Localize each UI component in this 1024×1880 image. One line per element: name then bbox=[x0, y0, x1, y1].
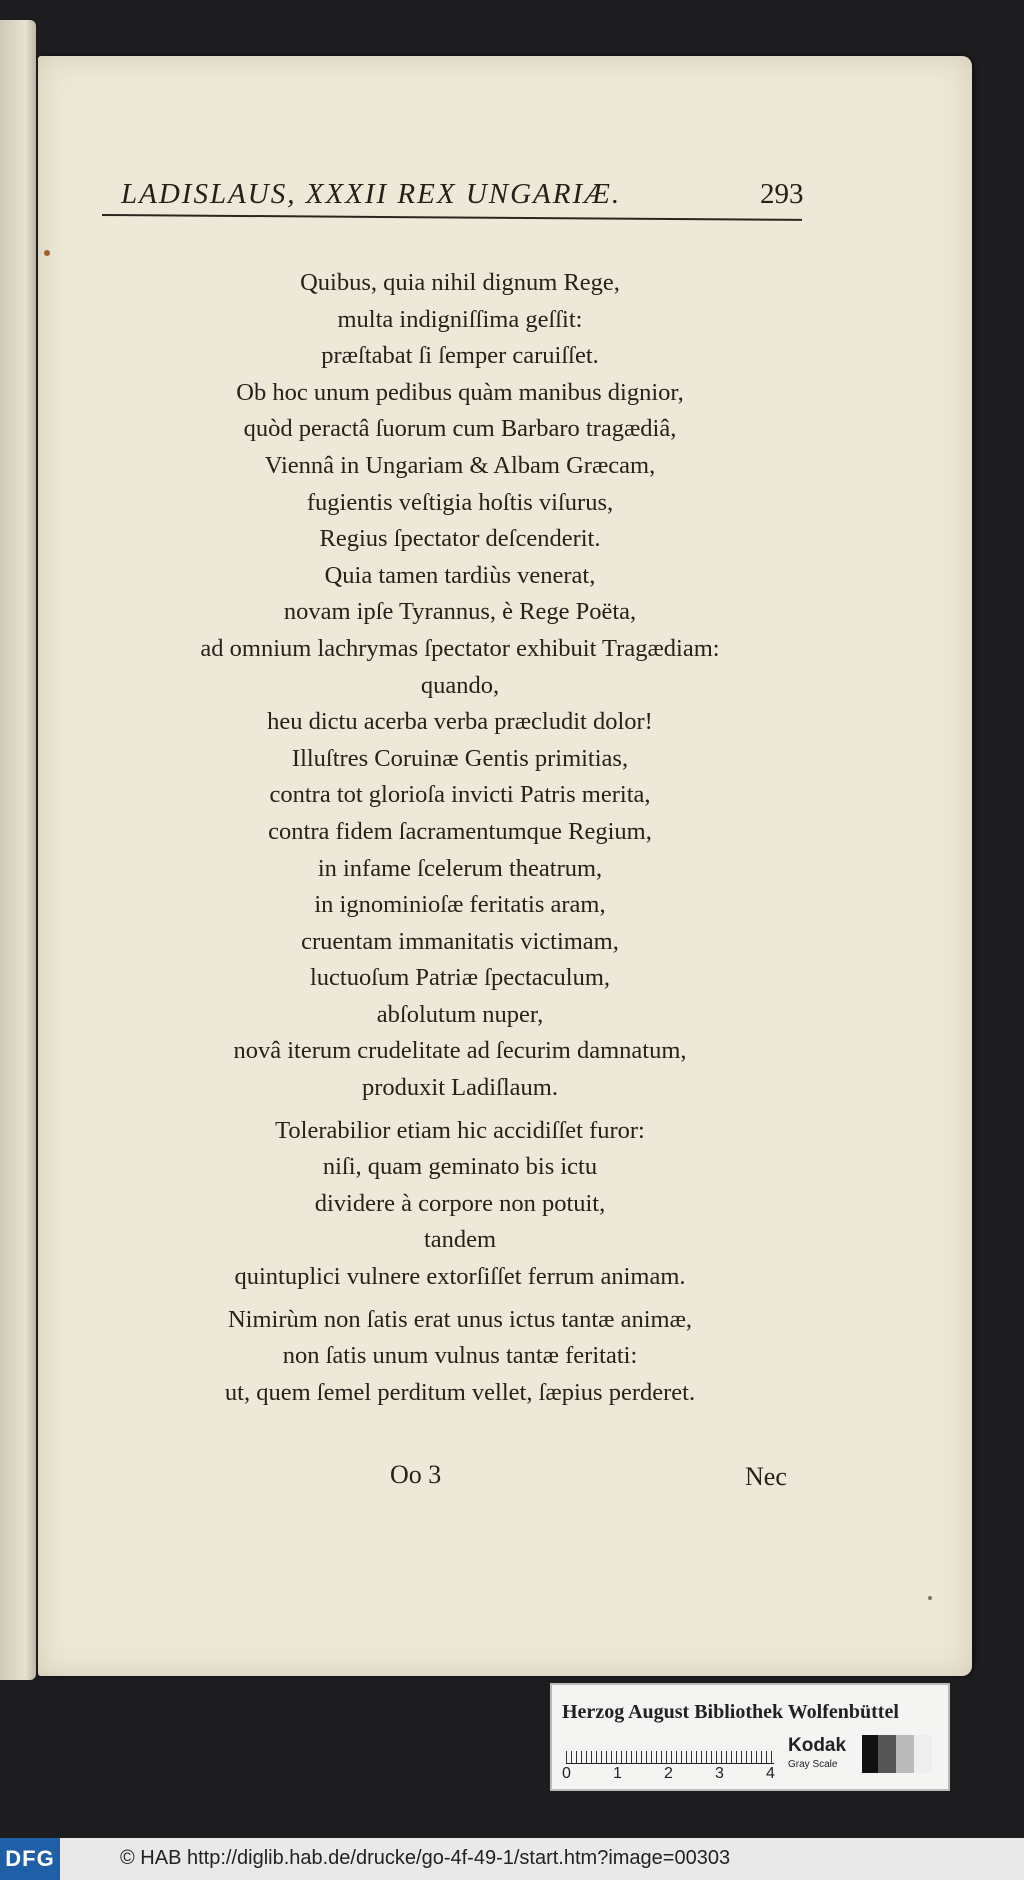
text-line: contra fidem ſacramentumque Regium, bbox=[268, 817, 652, 845]
text-line: dividere à corpore non potuit, bbox=[314, 1189, 606, 1217]
paper-spot bbox=[928, 1596, 932, 1600]
ruler-tick-label: 0 bbox=[562, 1765, 571, 1782]
text-line: in infame ſcelerum theatrum, bbox=[317, 854, 603, 882]
text-line: produxit Ladiſlaum. bbox=[362, 1074, 558, 1102]
text-line: in ignominioſæ feritatis aram, bbox=[314, 891, 606, 919]
text-line: luctuoſum Patriæ ſpectaculum, bbox=[309, 964, 611, 992]
gray-scale-label: Gray Scale bbox=[788, 1759, 838, 1770]
text-line: Tolerabilior etiam hic accidiſſet furor: bbox=[275, 1116, 645, 1144]
text-line: ut, quem ſemel perditum vellet, ſæpius perderet. bbox=[224, 1378, 696, 1406]
text-line: cruentam immanitatis victimam, bbox=[301, 927, 619, 955]
text-line: fugientis veſtigia hoſtis viſurus, bbox=[306, 488, 614, 516]
gray-swatch bbox=[914, 1735, 932, 1773]
text-line: Regius ſpectator deſcenderit. bbox=[319, 525, 601, 553]
text-line: multa indigniſſima geſſit: bbox=[337, 305, 583, 333]
copyright-link[interactable]: © HAB http://diglib.hab.de/drucke/go-4f-49-1/start.htm?image=00303 bbox=[120, 1847, 731, 1869]
text-line: Viennâ in Ungariam & Albam Græcam, bbox=[264, 451, 656, 479]
gray-swatch bbox=[878, 1735, 896, 1773]
ruler-tick-label: 3 bbox=[715, 1765, 724, 1782]
text-block bbox=[120, 265, 800, 1411]
scale-ruler bbox=[566, 1737, 774, 1764]
paper-spot bbox=[44, 250, 50, 256]
footer-bar bbox=[0, 1838, 1024, 1880]
facing-page-edge bbox=[0, 20, 36, 1680]
signature-mark: Oo 3 bbox=[390, 1460, 442, 1489]
text-line: Quibus, quia nihil dignum Rege, bbox=[300, 269, 620, 296]
gray-swatch bbox=[862, 1735, 878, 1773]
text-line: contra tot glorioſa invicti Patris merita, bbox=[269, 781, 651, 809]
text-line: Quia tamen tardiùs venerat, bbox=[324, 561, 596, 589]
ruler-tick-label: 2 bbox=[664, 1765, 673, 1782]
text-line: ad omnium lachrymas ſpectator exhibuit Tragædiam: bbox=[200, 634, 720, 662]
text-line: tandem bbox=[423, 1226, 497, 1254]
color-calibration-bar bbox=[550, 1683, 950, 1791]
text-line: quando, bbox=[420, 671, 500, 699]
text-line: quintuplici vulnere extorſiſſet ferrum animam. bbox=[234, 1263, 686, 1291]
text-line: Illuſtres Coruinæ Gentis primitias, bbox=[291, 744, 629, 772]
text-line: novam ipſe Tyrannus, è Rege Poëta, bbox=[283, 598, 637, 626]
text-line: niſi, quam geminato bis ictu bbox=[322, 1153, 598, 1181]
text-line: Nimirùm non ſatis erat unus ictus tantæ animæ, bbox=[227, 1305, 693, 1333]
page-header bbox=[64, 170, 814, 218]
text-line: novâ iterum crudelitate ad ſecurim damnatum, bbox=[233, 1037, 687, 1065]
text-line: heu dictu acerba verba præcludit dolor! bbox=[267, 708, 653, 736]
dfg-logo: DFG bbox=[0, 1838, 60, 1880]
library-name: Herzog August Bibliothek Wolfenbüttel bbox=[562, 1701, 899, 1723]
running-title: LADISLAUS, XXXII REX UNGARIÆ. bbox=[121, 178, 622, 210]
text-line: abſolutum nuper, bbox=[376, 1000, 544, 1028]
page-number: 293 bbox=[760, 178, 804, 210]
text-line: non ſatis unum vulnus tantæ feritati: bbox=[282, 1342, 638, 1370]
text-line: Ob hoc unum pedibus quàm manibus dignior, bbox=[236, 378, 684, 406]
kodak-logo: Kodak bbox=[788, 1735, 847, 1756]
ruler-tick-label: 1 bbox=[613, 1765, 622, 1782]
catchword: Nec bbox=[745, 1462, 787, 1491]
ruler-tick-label: 4 bbox=[766, 1765, 775, 1782]
text-line: præſtabat ſi ſemper caruiſſet. bbox=[321, 342, 599, 370]
text-line: quòd peractâ ſuorum cum Barbaro tragædiâ, bbox=[243, 415, 677, 443]
gray-swatch bbox=[896, 1735, 914, 1773]
